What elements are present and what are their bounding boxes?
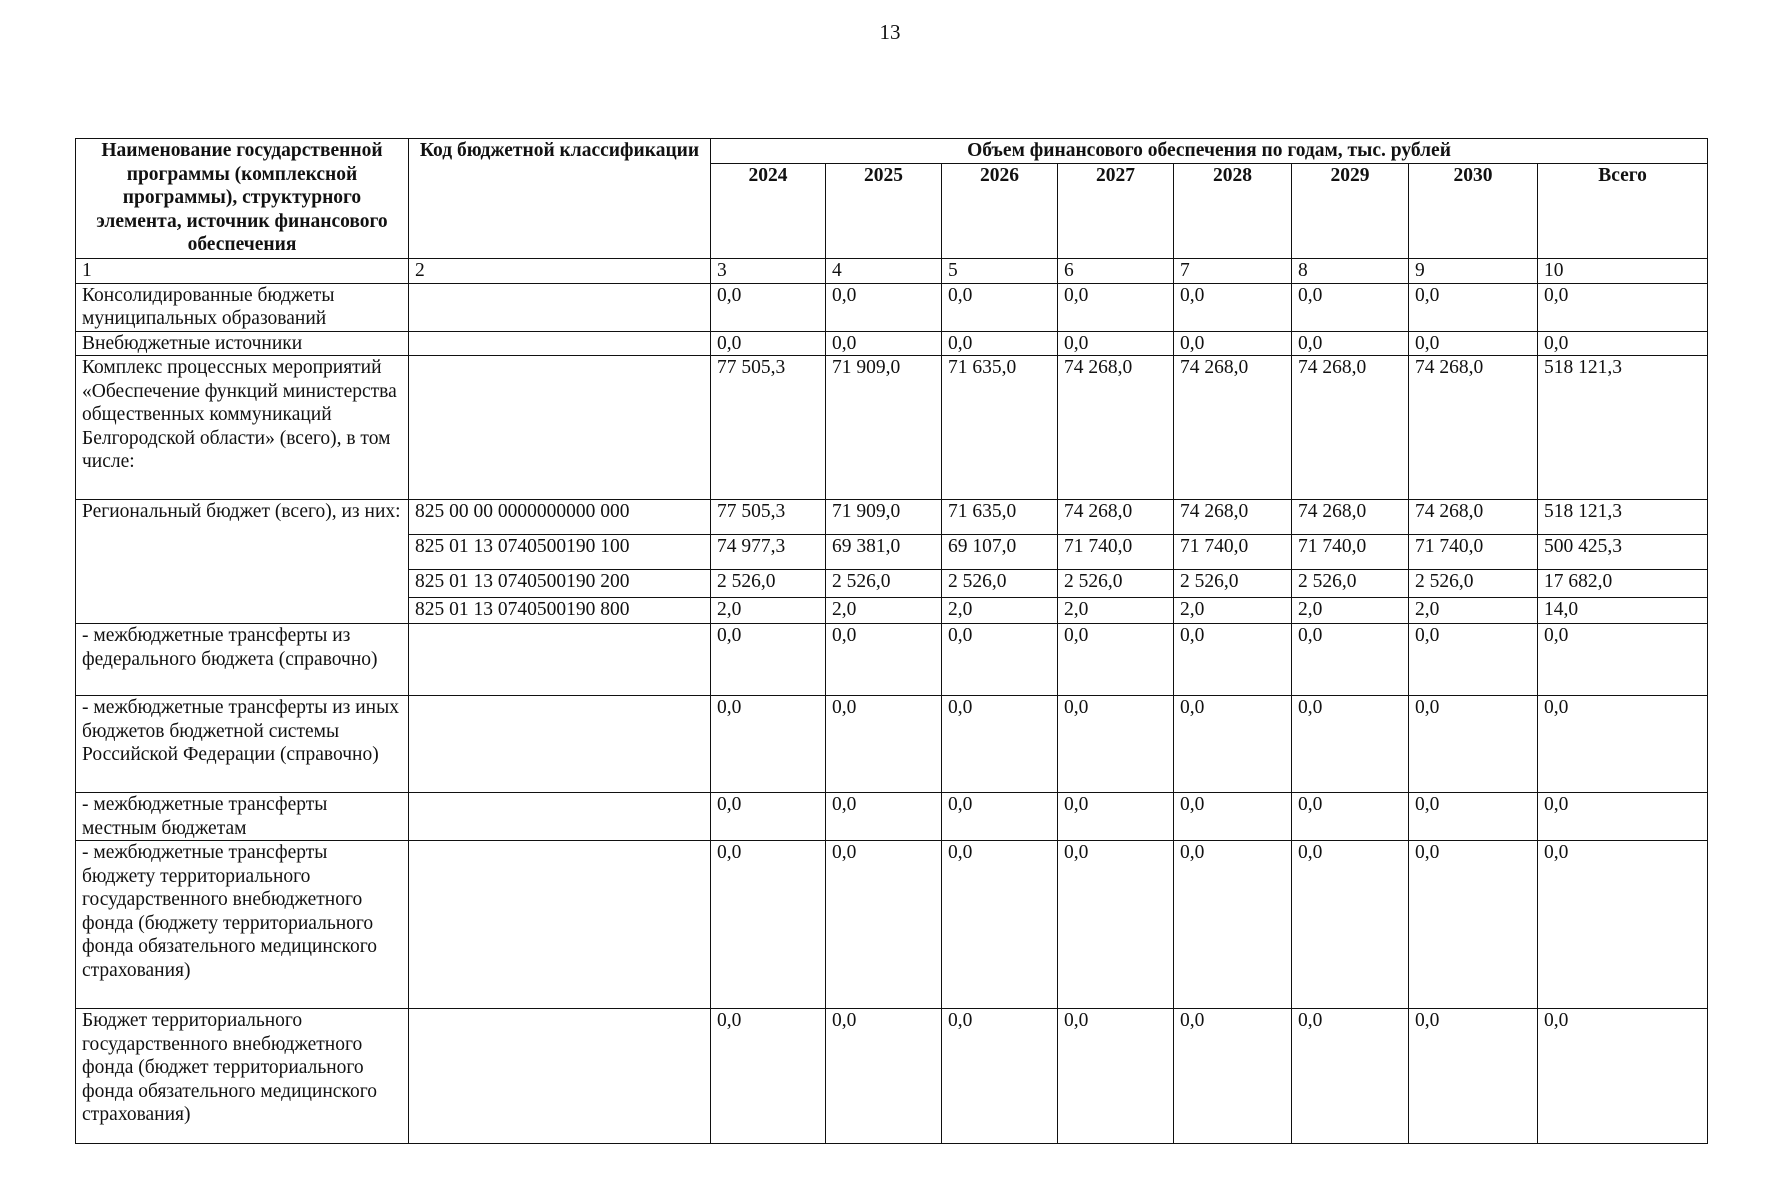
row-code: 825 01 13 0740500190 800 xyxy=(409,598,711,624)
row-value: 2,0 xyxy=(711,598,826,624)
row-value: 74 268,0 xyxy=(1409,500,1538,535)
table-row xyxy=(76,356,1708,500)
row-value: 0,0 xyxy=(711,696,826,793)
row-value: 71 909,0 xyxy=(826,356,942,500)
row-value: 0,0 xyxy=(1292,283,1409,331)
row-name: - межбюджетные трансферты из иных бюджетов бюджетной системы Российской Федерации (справочно) xyxy=(76,696,409,793)
row-value: 0,0 xyxy=(1292,696,1409,793)
row-code xyxy=(409,1009,711,1144)
column-number: 6 xyxy=(1058,259,1174,284)
row-value: 2 526,0 xyxy=(826,570,942,598)
row-value: 0,0 xyxy=(1174,841,1292,1009)
row-value: 0,0 xyxy=(1058,283,1174,331)
row-value: 0,0 xyxy=(942,1009,1058,1144)
row-value: 71 740,0 xyxy=(1292,535,1409,570)
row-code: 825 01 13 0740500190 100 xyxy=(409,535,711,570)
row-value: 0,0 xyxy=(1174,624,1292,696)
row-value: 2 526,0 xyxy=(1174,570,1292,598)
table-row xyxy=(76,793,1708,841)
row-code xyxy=(409,331,711,356)
row-value: 0,0 xyxy=(1409,1009,1538,1144)
header-total: Всего xyxy=(1538,164,1708,259)
row-value: 0,0 xyxy=(1174,331,1292,356)
row-value: 0,0 xyxy=(942,283,1058,331)
row-value: 74 268,0 xyxy=(1292,356,1409,500)
row-value: 0,0 xyxy=(1292,1009,1409,1144)
row-value: 69 381,0 xyxy=(826,535,942,570)
table-row xyxy=(76,624,1708,696)
row-total: 0,0 xyxy=(1538,841,1708,1009)
row-value: 0,0 xyxy=(942,793,1058,841)
row-total: 14,0 xyxy=(1538,598,1708,624)
row-value: 0,0 xyxy=(1174,696,1292,793)
row-value: 0,0 xyxy=(942,624,1058,696)
column-number: 8 xyxy=(1292,259,1409,284)
row-code xyxy=(409,793,711,841)
row-total: 0,0 xyxy=(1538,793,1708,841)
table-row xyxy=(76,696,1708,793)
row-value: 77 505,3 xyxy=(711,500,826,535)
row-value: 2 526,0 xyxy=(1292,570,1409,598)
header-year: 2028 xyxy=(1174,164,1292,259)
row-name: - межбюджетные трансферты бюджету территориального государственного внебюджетного фонда (бюджету территориального фонда обязательного медицинского страхования) xyxy=(76,841,409,1009)
row-value: 0,0 xyxy=(826,624,942,696)
row-name: Бюджет территориального государственного внебюджетного фонда (бюджет территориального фонда обязательного медицинского страхования) xyxy=(76,1009,409,1144)
header-name: Наименование государственной программы (комплексной программы), структурного элемента, источник финансового обеспечения xyxy=(76,139,409,259)
column-number: 4 xyxy=(826,259,942,284)
column-number: 5 xyxy=(942,259,1058,284)
row-value: 0,0 xyxy=(1292,841,1409,1009)
header-year: 2026 xyxy=(942,164,1058,259)
row-value: 2 526,0 xyxy=(1409,570,1538,598)
header-year: 2030 xyxy=(1409,164,1538,259)
row-value: 0,0 xyxy=(942,331,1058,356)
row-value: 2 526,0 xyxy=(711,570,826,598)
row-value: 0,0 xyxy=(826,793,942,841)
row-value: 69 107,0 xyxy=(942,535,1058,570)
row-value: 0,0 xyxy=(1058,624,1174,696)
row-value: 0,0 xyxy=(1409,793,1538,841)
row-value: 71 635,0 xyxy=(942,500,1058,535)
row-value: 2,0 xyxy=(1174,598,1292,624)
row-value: 0,0 xyxy=(1058,331,1174,356)
row-value: 71 909,0 xyxy=(826,500,942,535)
page-number: 13 xyxy=(879,20,901,44)
row-total: 0,0 xyxy=(1538,624,1708,696)
row-value: 2,0 xyxy=(942,598,1058,624)
row-value: 2 526,0 xyxy=(1058,570,1174,598)
row-value: 0,0 xyxy=(1058,1009,1174,1144)
row-value: 74 268,0 xyxy=(1174,356,1292,500)
row-value: 0,0 xyxy=(1058,841,1174,1009)
row-name: Региональный бюджет (всего), из них: xyxy=(76,500,409,624)
row-value: 71 635,0 xyxy=(942,356,1058,500)
row-value: 0,0 xyxy=(1174,793,1292,841)
row-value: 0,0 xyxy=(711,841,826,1009)
row-code xyxy=(409,696,711,793)
row-value: 71 740,0 xyxy=(1058,535,1174,570)
row-value: 0,0 xyxy=(711,624,826,696)
row-total: 518 121,3 xyxy=(1538,500,1708,535)
row-value: 0,0 xyxy=(826,331,942,356)
row-value: 0,0 xyxy=(711,1009,826,1144)
row-total: 500 425,3 xyxy=(1538,535,1708,570)
row-total: 17 682,0 xyxy=(1538,570,1708,598)
row-value: 2,0 xyxy=(1058,598,1174,624)
column-number: 9 xyxy=(1409,259,1538,284)
row-name: - межбюджетные трансферты местным бюджетам xyxy=(76,793,409,841)
financing-table xyxy=(75,138,1708,1144)
table-row xyxy=(76,331,1708,356)
row-total: 518 121,3 xyxy=(1538,356,1708,500)
row-total: 0,0 xyxy=(1538,696,1708,793)
row-name: Консолидированные бюджеты муниципальных образований xyxy=(76,283,409,331)
row-value: 0,0 xyxy=(942,696,1058,793)
row-value: 0,0 xyxy=(1174,1009,1292,1144)
row-value: 0,0 xyxy=(942,841,1058,1009)
row-value: 71 740,0 xyxy=(1409,535,1538,570)
row-value: 2,0 xyxy=(1292,598,1409,624)
column-number: 7 xyxy=(1174,259,1292,284)
header-volume: Объем финансового обеспечения по годам, тыс. рублей xyxy=(711,139,1708,164)
row-name: Внебюджетные источники xyxy=(76,331,409,356)
row-value: 0,0 xyxy=(1292,793,1409,841)
row-code: 825 00 00 0000000000 000 xyxy=(409,500,711,535)
row-code xyxy=(409,283,711,331)
row-total: 0,0 xyxy=(1538,331,1708,356)
row-value: 0,0 xyxy=(1174,283,1292,331)
row-value: 0,0 xyxy=(1292,624,1409,696)
header-year: 2027 xyxy=(1058,164,1174,259)
row-code xyxy=(409,624,711,696)
table-row xyxy=(76,500,1708,535)
row-value: 74 268,0 xyxy=(1409,356,1538,500)
header-code: Код бюджетной классификации xyxy=(409,139,711,259)
row-value: 2,0 xyxy=(826,598,942,624)
row-code xyxy=(409,841,711,1009)
row-value: 0,0 xyxy=(1409,841,1538,1009)
header-year: 2024 xyxy=(711,164,826,259)
row-value: 0,0 xyxy=(711,793,826,841)
row-value: 0,0 xyxy=(1409,331,1538,356)
row-value: 0,0 xyxy=(1409,624,1538,696)
column-number: 2 xyxy=(409,259,711,284)
header-year: 2025 xyxy=(826,164,942,259)
row-value: 0,0 xyxy=(1058,696,1174,793)
row-value: 0,0 xyxy=(1409,283,1538,331)
row-total: 0,0 xyxy=(1538,283,1708,331)
row-value: 74 268,0 xyxy=(1292,500,1409,535)
row-value: 74 268,0 xyxy=(1058,500,1174,535)
row-code xyxy=(409,356,711,500)
row-value: 2 526,0 xyxy=(942,570,1058,598)
table-row xyxy=(76,283,1708,331)
column-number: 10 xyxy=(1538,259,1708,284)
row-value: 0,0 xyxy=(826,283,942,331)
row-value: 0,0 xyxy=(1409,696,1538,793)
table-row xyxy=(76,1009,1708,1144)
row-value: 71 740,0 xyxy=(1174,535,1292,570)
header-year: 2029 xyxy=(1292,164,1409,259)
row-name: Комплекс процессных мероприятий «Обеспечение функций министерства общественных коммуникаций Белгородской области» (всего), в том числе: xyxy=(76,356,409,500)
row-value: 74 268,0 xyxy=(1058,356,1174,500)
row-name: - межбюджетные трансферты из федерального бюджета (справочно) xyxy=(76,624,409,696)
row-total: 0,0 xyxy=(1538,1009,1708,1144)
row-code: 825 01 13 0740500190 200 xyxy=(409,570,711,598)
column-number: 1 xyxy=(76,259,409,284)
row-value: 74 268,0 xyxy=(1174,500,1292,535)
table-row xyxy=(76,841,1708,1009)
row-value: 0,0 xyxy=(826,841,942,1009)
row-value: 0,0 xyxy=(711,331,826,356)
row-value: 2,0 xyxy=(1409,598,1538,624)
row-value: 0,0 xyxy=(826,696,942,793)
row-value: 77 505,3 xyxy=(711,356,826,500)
row-value: 0,0 xyxy=(1292,331,1409,356)
row-value: 0,0 xyxy=(826,1009,942,1144)
row-value: 74 977,3 xyxy=(711,535,826,570)
row-value: 0,0 xyxy=(711,283,826,331)
column-number: 3 xyxy=(711,259,826,284)
row-value: 0,0 xyxy=(1058,793,1174,841)
